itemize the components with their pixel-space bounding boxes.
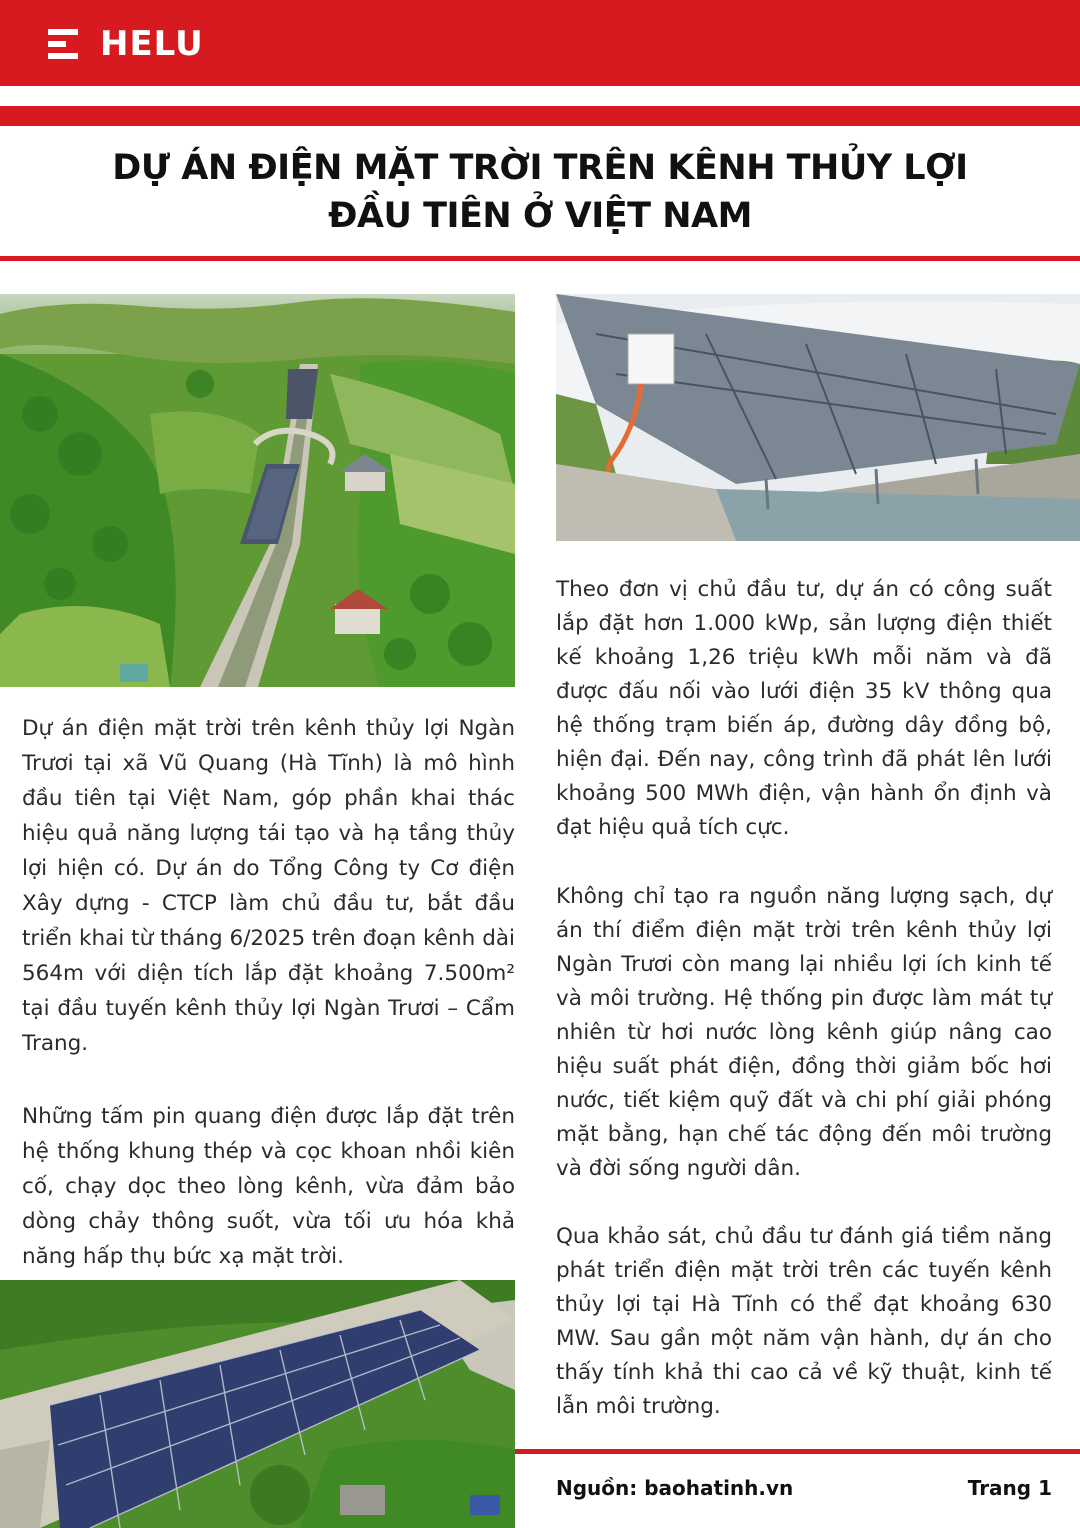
footer-page-number: Trang 1 <box>967 1476 1052 1500</box>
brand-logo-icon <box>48 29 78 59</box>
brand-name: HELU <box>100 24 204 64</box>
article-title <box>40 144 1040 240</box>
footer-divider <box>515 1449 1080 1454</box>
right-paragraph-2: Không chỉ tạo ra nguồn năng lượng sạch, dự án thí điểm điện mặt trời trên kênh thủy lợi Ngàn Trươi còn mang lại nhiều lợi ích kinh tế và môi trường. Hệ thống pin được làm mát tự nhiên từ hơi nước lòng kênh giúp nâng cao hiệu suất phát điện, đồng thời giảm bốc hơi nước, tiết kiệm quỹ đất và chi phí giải phóng mặt bằng, hạn chế tác động đến môi trường và đời sống người dân. <box>556 884 1052 1181</box>
canal-solar-panels-photo <box>0 1280 515 1528</box>
title-line-2: ĐẦU TIÊN Ở VIỆT NAM <box>328 196 752 236</box>
solar-structure-photo <box>556 294 1080 541</box>
title-divider <box>0 256 1080 261</box>
left-paragraph-1: Dự án điện mặt trời trên kênh thủy lợi Ngàn Trươi tại xã Vũ Quang (Hà Tĩnh) là mô hình đầu tiên tại Việt Nam, góp phần khai thác hiệu quả năng lượng tái tạo và hạ tầng thủy lợi hiện có. Dự án do Tổng Công ty Cơ điện Xây dựng - CTCP làm chủ đầu tư, bắt đầu triển khai từ tháng 6/2025 trên đoạn kênh dài 564m với diện tích lắp đặt khoảng 7.500m² tại đầu tuyến kênh thủy lợi Ngàn Trươi – Cẩm Trang. <box>22 716 515 1056</box>
header-stripe <box>0 106 1080 126</box>
left-paragraph-2: Những tấm pin quang điện được lắp đặt trên hệ thống khung thép và cọc khoan nhồi kiên cố, chạy dọc theo lòng kênh, vừa đảm bảo dòng chảy thông suốt, vừa tối ưu hóa khả năng hấp thụ bức xạ mặt trời. <box>22 1104 515 1269</box>
brand-logo[interactable] <box>48 26 204 62</box>
aerial-canal-photo <box>0 294 515 687</box>
footer-source: Nguồn: baohatinh.vn <box>556 1476 794 1500</box>
header-bar <box>0 0 1080 86</box>
right-paragraph-3: Qua khảo sát, chủ đầu tư đánh giá tiềm năng phát triển điện mặt trời trên các tuyến kênh thủy lợi tại Hà Tĩnh có thể đạt khoảng 630 MW. Sau gần một năm vận hành, dự án cho thấy tính khả thi cao cả về kỹ thuật, kinh tế lẫn môi trường. <box>556 1224 1052 1419</box>
title-line-1: DỰ ÁN ĐIỆN MẶT TRỜI TRÊN KÊNH THỦY LỢI <box>112 148 968 188</box>
right-paragraph-1: Theo đơn vị chủ đầu tư, dự án có công suất lắp đặt hơn 1.000 kWp, sản lượng điện thiết kế khoảng 1,26 triệu kWh mỗi năm và đã được đấu nối vào lưới điện 35 kV thông qua hệ thống trạm biến áp, đường dây đồng bộ, hiện đại. Đến nay, công trình đã phát lên lưới khoảng 500 MWh điện, vận hành ổn định và đạt hiệu quả tích cực. <box>556 577 1052 840</box>
